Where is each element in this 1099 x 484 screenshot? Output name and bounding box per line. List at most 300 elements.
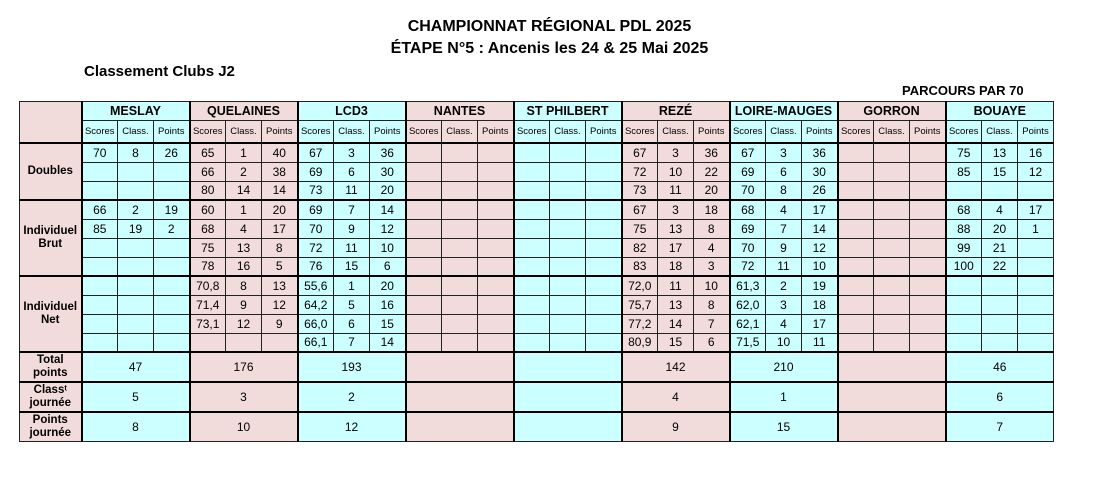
score-cell: 15	[658, 333, 694, 352]
score-cell: 1	[334, 276, 370, 295]
total-points-cell: 176	[190, 352, 298, 382]
score-cell	[118, 181, 154, 200]
score-cell: 7	[334, 200, 370, 219]
score-cell	[514, 295, 550, 314]
class-journee-cell: 3	[190, 382, 298, 412]
score-cell	[946, 333, 982, 352]
score-cell	[262, 333, 298, 352]
column-header-scores: Scores	[298, 121, 334, 144]
score-cell	[118, 295, 154, 314]
score-cell	[82, 257, 118, 276]
score-cell	[910, 314, 946, 333]
score-cell	[514, 181, 550, 200]
score-cell: 18	[802, 295, 838, 314]
score-cell	[406, 143, 442, 162]
score-cell	[442, 162, 478, 181]
total-points-cell	[514, 352, 622, 382]
score-cell: 9	[334, 219, 370, 238]
score-cell	[82, 276, 118, 295]
column-header-scores: Scores	[406, 121, 442, 144]
score-cell: 73	[622, 181, 658, 200]
score-cell: 18	[694, 200, 730, 219]
score-cell: 3	[658, 200, 694, 219]
score-cell	[586, 314, 622, 333]
points-journee-cell: 8	[82, 412, 190, 442]
score-cell: 61,3	[730, 276, 766, 295]
score-cell	[442, 200, 478, 219]
page-subtitle-stage: ÉTAPE N°5 : Ancenis les 24 & 25 Mai 2025	[390, 40, 709, 57]
score-cell: 6	[766, 162, 802, 181]
score-cell	[442, 219, 478, 238]
row-label-points-journee: Points journée	[20, 412, 82, 442]
score-cell	[118, 257, 154, 276]
score-cell	[1018, 276, 1054, 295]
column-header-class: Class.	[442, 121, 478, 144]
points-journee-cell	[838, 412, 946, 442]
score-cell	[1018, 181, 1054, 200]
column-header-scores: Scores	[514, 121, 550, 144]
score-cell	[406, 333, 442, 352]
score-cell: 62,1	[730, 314, 766, 333]
score-cell: 80	[190, 181, 226, 200]
score-cell	[514, 314, 550, 333]
score-cell: 72	[622, 162, 658, 181]
score-cell	[586, 219, 622, 238]
score-cell: 67	[298, 143, 334, 162]
score-cell: 22	[694, 162, 730, 181]
score-cell: 4	[226, 219, 262, 238]
score-cell	[838, 219, 874, 238]
score-cell: 12	[262, 295, 298, 314]
points-journee-cell: 10	[190, 412, 298, 442]
score-cell: 5	[262, 257, 298, 276]
score-cell: 21	[982, 238, 1018, 257]
score-cell	[118, 238, 154, 257]
points-journee-cell	[406, 412, 514, 442]
row-label-class-journee: Classᵗ journée	[20, 382, 82, 412]
class-journee-cell: 1	[730, 382, 838, 412]
score-cell	[550, 257, 586, 276]
score-cell: 80,9	[622, 333, 658, 352]
score-cell: 2	[226, 162, 262, 181]
row-label-total-points: Total points	[20, 352, 82, 382]
club-name: LOIRE-MAUGES	[730, 102, 838, 121]
score-cell	[442, 314, 478, 333]
score-cell	[118, 314, 154, 333]
score-cell: 11	[658, 276, 694, 295]
score-cell	[514, 257, 550, 276]
score-cell	[514, 200, 550, 219]
score-cell	[478, 295, 514, 314]
score-cell: 22	[982, 257, 1018, 276]
score-cell	[406, 162, 442, 181]
total-points-cell	[838, 352, 946, 382]
score-cell	[838, 314, 874, 333]
score-cell	[442, 143, 478, 162]
score-cell	[442, 181, 478, 200]
score-cell: 12	[802, 238, 838, 257]
score-cell: 72,0	[622, 276, 658, 295]
score-cell	[154, 314, 190, 333]
score-cell: 26	[154, 143, 190, 162]
score-cell: 11	[658, 181, 694, 200]
score-cell	[514, 219, 550, 238]
score-cell	[838, 200, 874, 219]
score-cell: 62,0	[730, 295, 766, 314]
score-cell: 77,2	[622, 314, 658, 333]
score-cell	[586, 295, 622, 314]
score-cell: 66,0	[298, 314, 334, 333]
score-cell: 64,2	[298, 295, 334, 314]
score-cell: 55,6	[298, 276, 334, 295]
score-cell: 13	[982, 143, 1018, 162]
clubs-ranking-table	[19, 101, 1054, 442]
score-cell	[838, 162, 874, 181]
score-cell: 12	[1018, 162, 1054, 181]
column-header-class: Class.	[226, 121, 262, 144]
score-cell: 67	[730, 143, 766, 162]
score-cell	[550, 238, 586, 257]
score-cell: 75	[190, 238, 226, 257]
score-cell	[946, 295, 982, 314]
score-cell: 67	[622, 200, 658, 219]
score-cell	[550, 314, 586, 333]
score-cell: 83	[622, 257, 658, 276]
column-header-points: Points	[154, 121, 190, 144]
score-cell: 7	[334, 333, 370, 352]
page-title: CHAMPIONNAT RÉGIONAL PDL 2025	[407, 18, 692, 35]
score-cell: 73,1	[190, 314, 226, 333]
score-cell: 69	[730, 162, 766, 181]
column-header-class: Class.	[118, 121, 154, 144]
score-cell	[226, 333, 262, 352]
score-cell	[550, 219, 586, 238]
score-cell	[550, 143, 586, 162]
score-cell: 8	[766, 181, 802, 200]
score-cell	[874, 162, 910, 181]
score-cell: 12	[226, 314, 262, 333]
score-cell: 1	[226, 200, 262, 219]
score-cell	[82, 333, 118, 352]
score-cell: 70	[82, 143, 118, 162]
score-cell: 4	[766, 200, 802, 219]
score-cell: 2	[766, 276, 802, 295]
score-cell	[910, 295, 946, 314]
score-cell: 8	[694, 219, 730, 238]
points-journee-cell: 9	[622, 412, 730, 442]
score-cell	[874, 295, 910, 314]
score-cell: 6	[694, 333, 730, 352]
score-cell: 36	[694, 143, 730, 162]
column-header-scores: Scores	[622, 121, 658, 144]
score-cell: 13	[262, 276, 298, 295]
score-cell	[586, 200, 622, 219]
score-cell	[550, 181, 586, 200]
class-journee-cell: 4	[622, 382, 730, 412]
score-cell	[406, 238, 442, 257]
points-journee-cell: 12	[298, 412, 406, 442]
score-cell: 18	[658, 257, 694, 276]
score-cell: 71,5	[730, 333, 766, 352]
score-cell	[946, 181, 982, 200]
score-cell	[514, 162, 550, 181]
score-cell	[982, 276, 1018, 295]
score-cell: 82	[622, 238, 658, 257]
club-name: BOUAYE	[946, 102, 1054, 121]
score-cell: 14	[262, 181, 298, 200]
score-cell	[118, 333, 154, 352]
club-name: REZÉ	[622, 102, 730, 121]
score-cell	[982, 314, 1018, 333]
score-cell: 3	[334, 143, 370, 162]
column-header-points: Points	[586, 121, 622, 144]
score-cell	[406, 181, 442, 200]
score-cell: 20	[694, 181, 730, 200]
score-cell: 15	[370, 314, 406, 333]
score-cell	[550, 333, 586, 352]
score-cell: 88	[946, 219, 982, 238]
score-cell	[874, 143, 910, 162]
score-cell	[982, 333, 1018, 352]
score-cell	[1018, 257, 1054, 276]
corner-cell	[20, 102, 82, 144]
score-cell: 6	[334, 314, 370, 333]
score-cell: 16	[1018, 143, 1054, 162]
score-cell: 78	[190, 257, 226, 276]
score-cell	[910, 200, 946, 219]
score-cell	[478, 200, 514, 219]
score-cell	[406, 314, 442, 333]
score-cell: 3	[766, 295, 802, 314]
score-cell: 71,4	[190, 295, 226, 314]
score-cell: 76	[298, 257, 334, 276]
score-cell: 8	[262, 238, 298, 257]
score-cell	[154, 257, 190, 276]
score-cell	[118, 162, 154, 181]
score-cell: 20	[370, 276, 406, 295]
column-header-scores: Scores	[82, 121, 118, 144]
score-cell: 13	[226, 238, 262, 257]
total-points-cell: 193	[298, 352, 406, 382]
score-cell	[910, 276, 946, 295]
score-cell	[154, 333, 190, 352]
score-cell: 15	[982, 162, 1018, 181]
score-cell	[478, 333, 514, 352]
score-cell: 66,1	[298, 333, 334, 352]
score-cell: 17	[802, 200, 838, 219]
score-cell: 73	[298, 181, 334, 200]
class-journee-cell	[514, 382, 622, 412]
score-cell	[838, 143, 874, 162]
score-cell: 4	[982, 200, 1018, 219]
score-cell: 70	[730, 238, 766, 257]
column-header-class: Class.	[982, 121, 1018, 144]
score-cell: 14	[802, 219, 838, 238]
club-name: LCD3	[298, 102, 406, 121]
score-cell	[586, 162, 622, 181]
score-cell: 69	[298, 200, 334, 219]
score-cell	[874, 200, 910, 219]
score-cell: 68	[190, 219, 226, 238]
score-cell: 3	[766, 143, 802, 162]
score-cell: 17	[802, 314, 838, 333]
score-cell	[478, 143, 514, 162]
score-cell	[406, 257, 442, 276]
score-cell	[874, 276, 910, 295]
score-cell	[406, 219, 442, 238]
score-cell: 20	[370, 181, 406, 200]
score-cell: 38	[262, 162, 298, 181]
score-cell	[154, 162, 190, 181]
score-cell	[82, 162, 118, 181]
score-cell	[874, 181, 910, 200]
score-cell: 19	[802, 276, 838, 295]
score-cell: 26	[802, 181, 838, 200]
score-cell	[478, 162, 514, 181]
score-cell: 14	[658, 314, 694, 333]
score-cell	[478, 181, 514, 200]
column-header-scores: Scores	[730, 121, 766, 144]
score-cell	[478, 219, 514, 238]
score-cell: 9	[262, 314, 298, 333]
score-cell: 75	[622, 219, 658, 238]
score-cell: 15	[334, 257, 370, 276]
score-cell: 72	[730, 257, 766, 276]
score-cell	[154, 276, 190, 295]
score-cell	[910, 238, 946, 257]
score-cell: 10	[802, 257, 838, 276]
points-journee-cell: 7	[946, 412, 1054, 442]
score-cell: 2	[118, 200, 154, 219]
club-name: MESLAY	[82, 102, 190, 121]
score-cell	[586, 276, 622, 295]
score-cell: 14	[370, 200, 406, 219]
score-cell	[874, 314, 910, 333]
score-cell: 10	[766, 333, 802, 352]
score-cell	[154, 181, 190, 200]
score-cell	[910, 162, 946, 181]
score-cell	[874, 238, 910, 257]
score-cell	[82, 314, 118, 333]
score-cell: 20	[982, 219, 1018, 238]
score-cell: 12	[370, 219, 406, 238]
column-header-class: Class.	[658, 121, 694, 144]
parcours-label: PARCOURS PAR 70	[902, 83, 1024, 98]
score-cell	[550, 162, 586, 181]
score-cell	[82, 181, 118, 200]
column-header-scores: Scores	[190, 121, 226, 144]
column-header-points: Points	[370, 121, 406, 144]
score-cell: 68	[730, 200, 766, 219]
score-cell	[838, 257, 874, 276]
column-header-points: Points	[910, 121, 946, 144]
score-cell	[118, 276, 154, 295]
score-cell: 10	[658, 162, 694, 181]
row-label-net: Individuel Net	[20, 276, 82, 352]
score-cell: 17	[262, 219, 298, 238]
score-cell: 10	[370, 238, 406, 257]
class-journee-cell: 2	[298, 382, 406, 412]
score-cell: 11	[766, 257, 802, 276]
score-cell: 60	[190, 200, 226, 219]
score-cell: 11	[802, 333, 838, 352]
score-cell	[838, 333, 874, 352]
score-cell	[442, 295, 478, 314]
score-cell: 14	[370, 333, 406, 352]
score-cell	[874, 219, 910, 238]
score-cell	[586, 257, 622, 276]
score-cell: 85	[946, 162, 982, 181]
score-cell: 4	[694, 238, 730, 257]
score-cell: 14	[226, 181, 262, 200]
total-points-cell: 47	[82, 352, 190, 382]
score-cell: 11	[334, 181, 370, 200]
score-cell: 36	[370, 143, 406, 162]
score-cell: 6	[334, 162, 370, 181]
score-cell: 20	[262, 200, 298, 219]
column-header-points: Points	[694, 121, 730, 144]
score-cell: 72	[298, 238, 334, 257]
score-cell: 9	[226, 295, 262, 314]
score-cell: 40	[262, 143, 298, 162]
score-cell	[514, 333, 550, 352]
score-cell	[982, 295, 1018, 314]
score-cell: 3	[694, 257, 730, 276]
score-cell	[154, 295, 190, 314]
score-cell	[838, 276, 874, 295]
score-cell	[514, 276, 550, 295]
score-cell	[1018, 238, 1054, 257]
score-cell: 11	[334, 238, 370, 257]
column-header-scores: Scores	[946, 121, 982, 144]
score-cell: 75,7	[622, 295, 658, 314]
score-cell	[586, 181, 622, 200]
score-cell: 66	[82, 200, 118, 219]
score-cell: 13	[658, 295, 694, 314]
score-cell: 3	[658, 143, 694, 162]
score-cell	[550, 276, 586, 295]
score-cell: 16	[370, 295, 406, 314]
score-cell	[406, 276, 442, 295]
score-cell: 75	[946, 143, 982, 162]
score-cell: 36	[802, 143, 838, 162]
column-header-class: Class.	[334, 121, 370, 144]
column-header-points: Points	[262, 121, 298, 144]
score-cell: 8	[694, 295, 730, 314]
score-cell: 13	[658, 219, 694, 238]
points-journee-cell: 15	[730, 412, 838, 442]
score-cell	[910, 257, 946, 276]
score-cell	[190, 333, 226, 352]
score-cell: 10	[694, 276, 730, 295]
score-cell	[442, 238, 478, 257]
score-cell: 30	[370, 162, 406, 181]
score-cell: 30	[802, 162, 838, 181]
score-cell	[478, 276, 514, 295]
total-points-cell: 46	[946, 352, 1054, 382]
score-cell	[82, 295, 118, 314]
score-cell	[982, 181, 1018, 200]
score-cell: 19	[118, 219, 154, 238]
score-cell: 68	[946, 200, 982, 219]
score-cell: 7	[766, 219, 802, 238]
score-cell: 66	[190, 162, 226, 181]
column-header-class: Class.	[550, 121, 586, 144]
score-cell	[442, 257, 478, 276]
score-cell: 70	[298, 219, 334, 238]
score-cell: 17	[1018, 200, 1054, 219]
score-cell	[478, 238, 514, 257]
